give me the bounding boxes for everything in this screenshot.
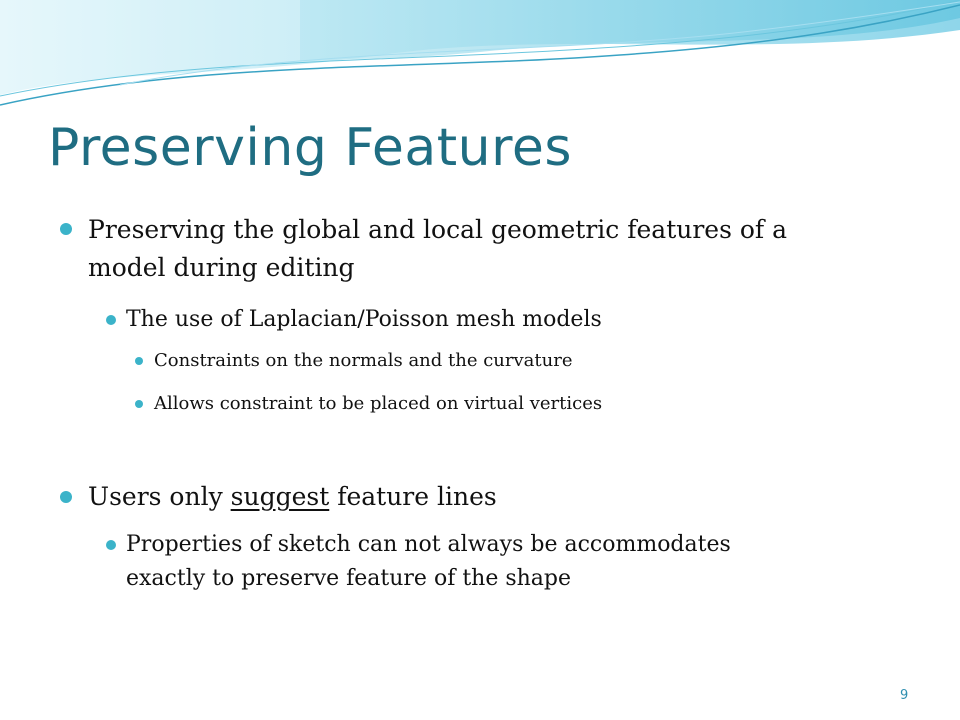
bullet-line: exactly to preserve feature of the shape [126, 566, 572, 591]
bullet-level3: Allows constraint to be placed on virtual vertices [154, 393, 603, 414]
bullet-dot [60, 223, 72, 235]
bullet-level3: Constraints on the normals and the curvature [154, 350, 573, 371]
bullet-level2 [126, 528, 731, 596]
bullet-line: model during editing [88, 253, 355, 282]
bullet-dot [135, 400, 143, 408]
wave-front [300, 0, 960, 62]
bullet-dot [106, 315, 116, 325]
bullet-level1 [88, 211, 787, 287]
page-number: 9 [900, 688, 909, 703]
bullet-dot [135, 357, 143, 365]
bullet-text-before: Users only [88, 482, 231, 511]
bullet-dot [60, 491, 72, 503]
bullet-line: Preserving the global and local geometric features of a [88, 215, 788, 244]
bullet-emphasis: suggest [230, 482, 330, 511]
slide-title: Preserving Features [48, 118, 572, 178]
decorative-wave-header [0, 0, 960, 120]
bullet-level2: The use of Laplacian/Poisson mesh models [126, 307, 602, 332]
bullet-line: Properties of sketch can not always be accommodates [126, 532, 731, 557]
bullet-text-after: feature lines [329, 482, 497, 511]
bullet-level1 [88, 478, 497, 516]
bullet-dot [106, 540, 116, 550]
